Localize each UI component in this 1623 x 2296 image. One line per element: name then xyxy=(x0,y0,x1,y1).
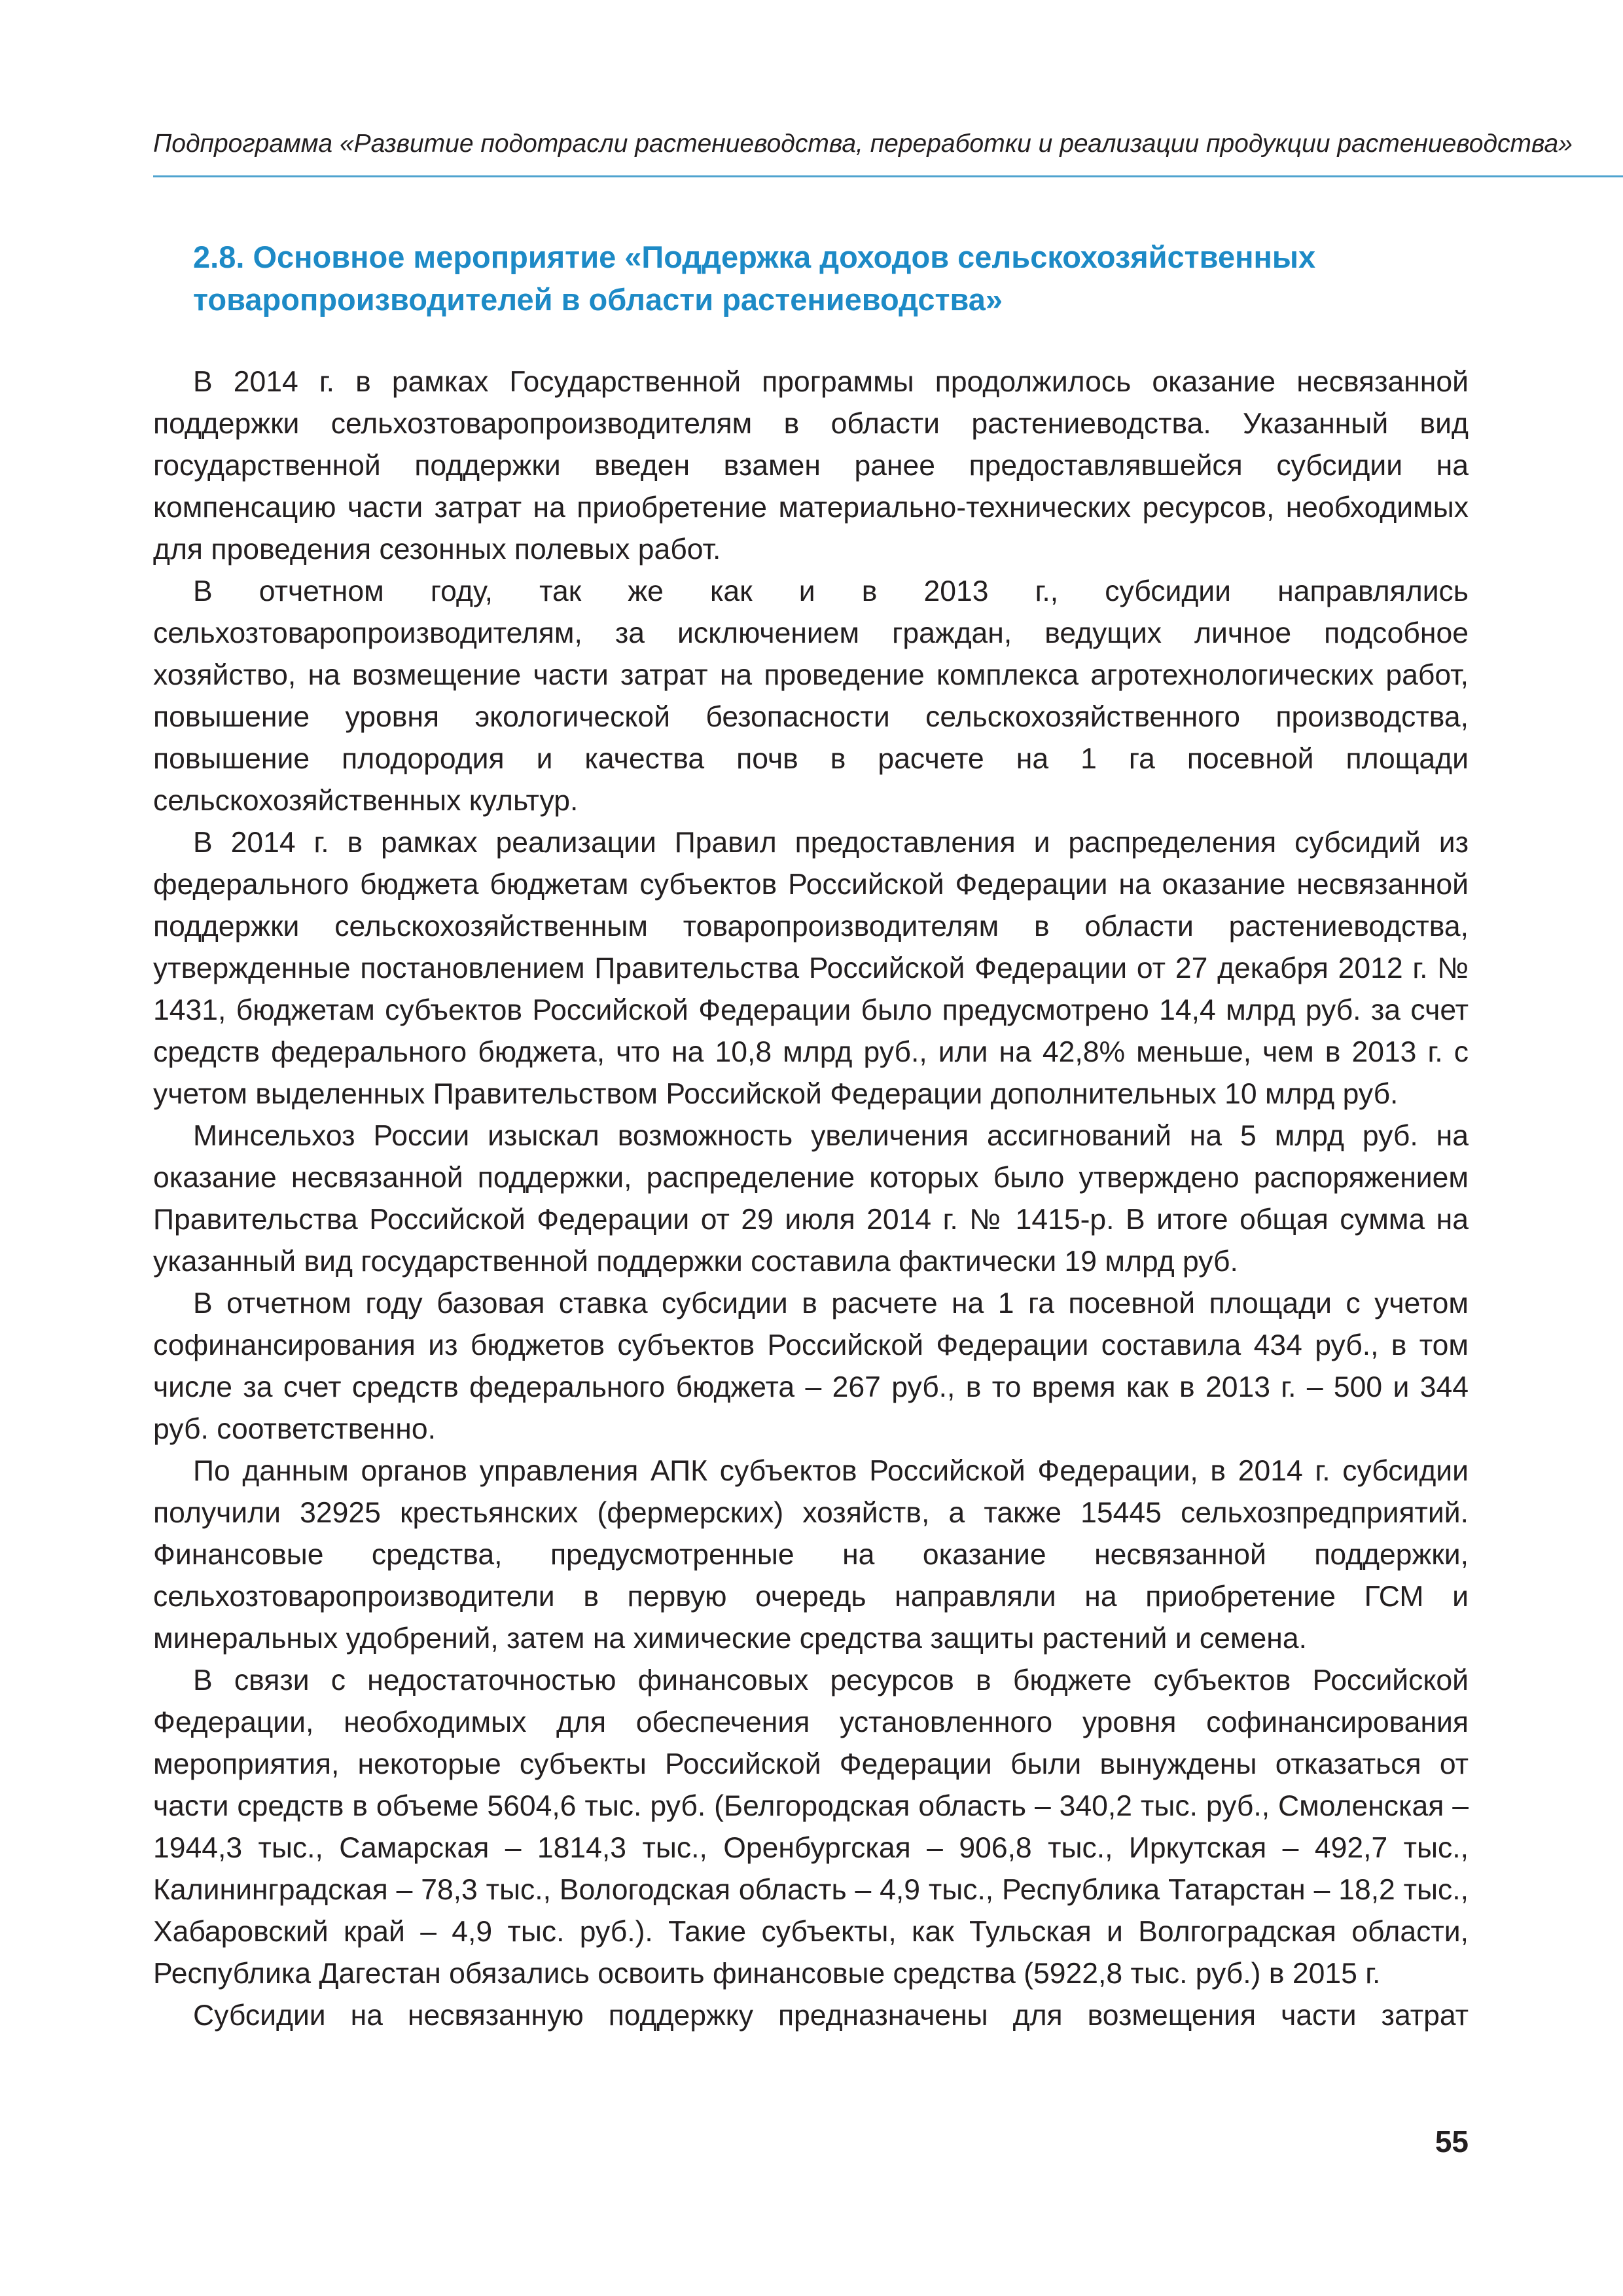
page-number: 55 xyxy=(1435,2125,1469,2159)
paragraph: В связи с недостаточностью финансовых ресурсов в бюджете субъектов Российской Федерации, необходимых для обеспечения установленного уровня софинансирования мероприятия, некоторые субъекты Российской Федерации были вынуждены отказаться от части средств в объеме 5604,6 тыс. руб. (Белгородская область – 340,2 тыс. руб., Смоленская – 1944,3 тыс., Самарская – 1814,3 тыс., Оренбургская – 906,8 тыс., Иркутская – 492,7 тыс., Калининградская – 78,3 тыс., Вологодская область – 4,9 тыс., Республика Татарстан – 18,2 тыс., Хабаровский край – 4,9 тыс. руб.). Такие субъекты, как Тульская и Волгоградская области, Республика Дагестан обязались освоить финансовые средства (5922,8 тыс. руб.) в 2015 г. xyxy=(153,1664,1469,1990)
section-title: 2.8. Основное мероприятие «Поддержка доходов сельскохозяйственных товаропроизводителей в области растениеводства» xyxy=(193,240,1316,317)
paragraph: В отчетном году базовая ставка субсидии в расчете на 1 га посевной площади с учетом софинансирования из бюджетов субъектов Российской Федерации составила 434 руб., в том числе за счет средств федерального бюджета – 267 руб., в то время как в 2013 г. – 500 и 344 руб. соответственно. xyxy=(153,1287,1469,1445)
paragraph: В 2014 г. в рамках Государственной программы продолжилось оказание несвязанной поддержки сельхозтоваропроизводителям в области растениеводства. Указанный вид государственной поддержки введен взамен ранее предоставлявшейся субсидии на компенсацию части затрат на приобретение материально-технических ресурсов, необходимых для проведения сезонных полевых работ. xyxy=(153,366,1469,565)
paragraph: Минсельхоз России изыскал возможность увеличения ассигнований на 5 млрд руб. на оказание несвязанной поддержки, распределение которых было утверждено распоряжением Правительства Российской Федерации от 29 июля 2014 г. № 1415-р. В итоге общая сумма на указанный вид государственной поддержки составила фактически 19 млрд руб. xyxy=(153,1120,1469,1278)
paragraph: В отчетном году, так же как и в 2013 г., субсидии направлялись сельхозтоваропроизводителям, за исключением граждан, ведущих личное подсобное хозяйство, на возмещение части затрат на проведение комплекса агротехнологических работ, повышение уровня экологической безопасности сельскохозяйственного производства, повышение плодородия и качества почв в расчете на 1 га посевной площади сельскохозяйственных культур. xyxy=(153,575,1469,817)
paragraph: Субсидии на несвязанную поддержку предназначены для возмещения части затрат xyxy=(193,2000,1469,2032)
body-text xyxy=(153,361,1469,2037)
paragraph: По данным органов управления АПК субъектов Российской Федерации, в 2014 г. субсидии получили 32925 крестьянских (фермерских) хозяйств, а также 15445 сельхозпредприятий. Финансовые средства, предусмотренные на оказание несвязанной поддержки, сельхозтоваропроизводители в первую очередь направляли на приобретение ГСМ и минеральных удобрений, затем на химические средства защиты растений и семена. xyxy=(153,1455,1469,1655)
paragraph: В 2014 г. в рамках реализации Правил предоставления и распределения субсидий из федерального бюджета бюджетам субъектов Российской Федерации на оказание несвязанной поддержки сельскохозяйственным товаропроизводителям в области растениеводства, утвержденные постановлением Правительства Российской Федерации от 27 декабря 2012 г. № 1431, бюджетам субъектов Российской Федерации было предусмотрено 14,4 млрд руб. за счет средств федерального бюджета, что на 10,8 млрд руб., или на 42,8% меньше, чем в 2013 г. с учетом выделенных Правительством Российской Федерации дополнительных 10 млрд руб. xyxy=(153,827,1469,1110)
running-header: Подпрограмма «Развитие подотрасли растениеводства, переработки и реализации продукции растениеводства» xyxy=(153,130,1573,158)
header-divider xyxy=(153,175,1623,177)
